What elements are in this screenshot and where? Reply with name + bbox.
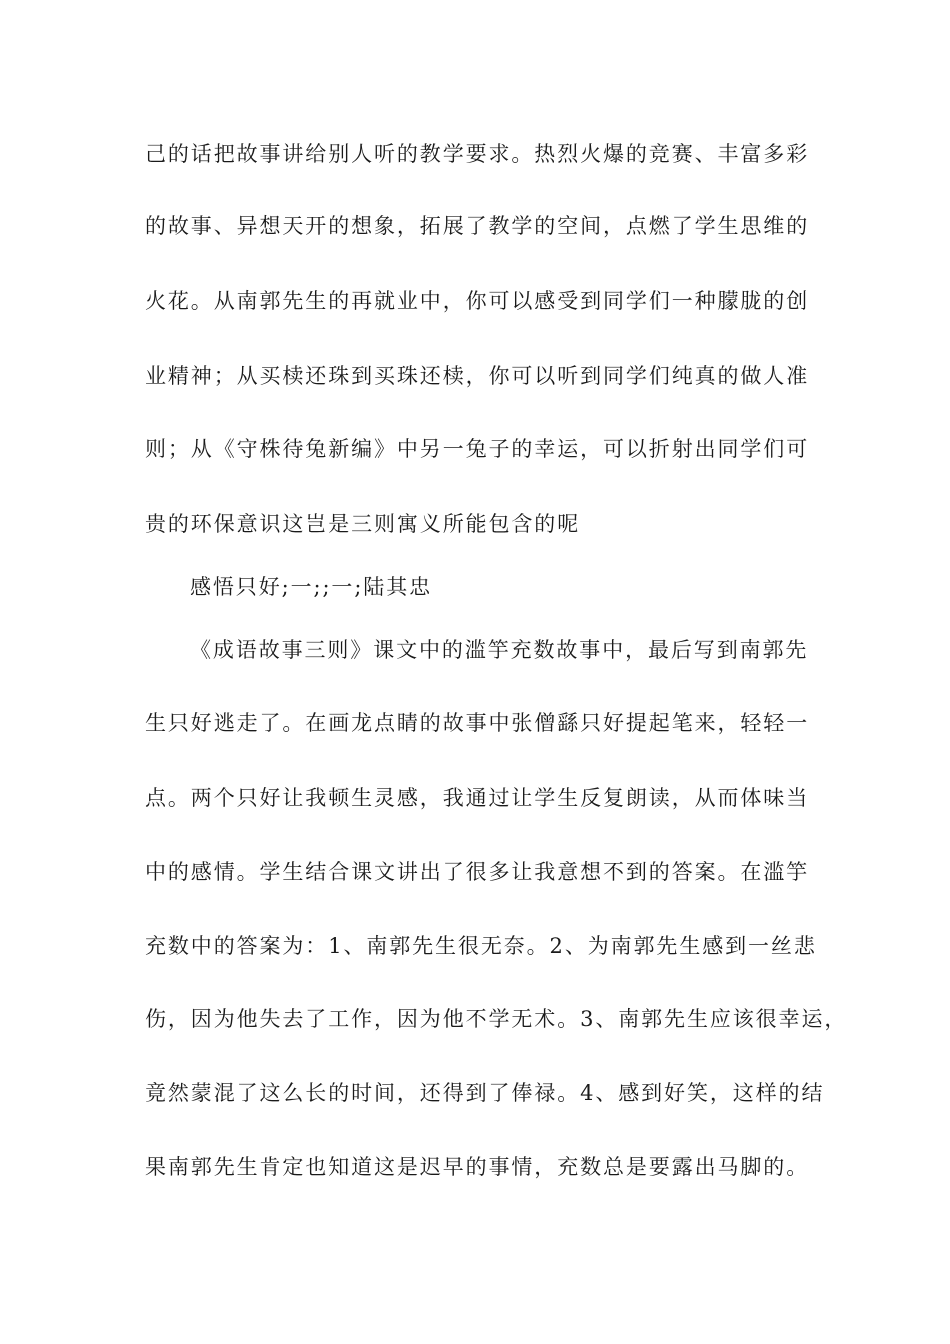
paragraph-2-line-3: 点。两个只好让我顿生灵感，我通过让学生反复朗读，从而体味当 <box>145 786 810 810</box>
paragraph-1-line-3: 火花。从南郭先生的再就业中，你可以感受到同学们一种朦胧的创 <box>145 289 810 313</box>
paragraph-1-line-2: 的故事、异想天开的想象，拓展了教学的空间，点燃了学生思维的 <box>145 214 810 238</box>
section-heading: 感悟只好;一;;一;陆其忠 <box>190 575 432 599</box>
paragraph-1-line-4: 业精神；从买椟还珠到买珠还椟，你可以听到同学们纯真的做人准 <box>145 364 810 388</box>
paragraph-1-line-1: 己的话把故事讲给别人听的教学要求。热烈火爆的竞赛、丰富多彩 <box>145 142 810 166</box>
paragraph-2-line-4: 中的感情。学生结合课文讲出了很多让我意想不到的答案。在滥竽 <box>145 860 810 884</box>
paragraph-2-line-5: 充数中的答案为：1、南郭先生很无奈。2、为南郭先生感到一丝悲 <box>145 934 817 958</box>
paragraph-2-line-6: 伤，因为他失去了工作，因为他不学无术。3、南郭先生应该很幸运， <box>145 1007 848 1031</box>
paragraph-2-line-8: 果南郭先生肯定也知道这是迟早的事情，充数总是要露出马脚的。 <box>145 1155 810 1179</box>
paragraph-2-line-7: 竟然蒙混了这么长的时间，还得到了俸禄。4、感到好笑，这样的结 <box>145 1081 825 1105</box>
paragraph-1-line-6: 贵的环保意识这岂是三则寓义所能包含的呢 <box>145 512 581 536</box>
paragraph-1-line-5: 则；从《守株待兔新编》中另一兔子的幸运，可以折射出同学们可 <box>145 437 810 461</box>
paragraph-2-line-1: 《成语故事三则》课文中的滥竽充数故事中，最后写到南郭先 <box>190 638 809 662</box>
paragraph-2-line-2: 生只好逃走了。在画龙点睛的故事中张僧繇只好提起笔来，轻轻一 <box>145 711 810 735</box>
